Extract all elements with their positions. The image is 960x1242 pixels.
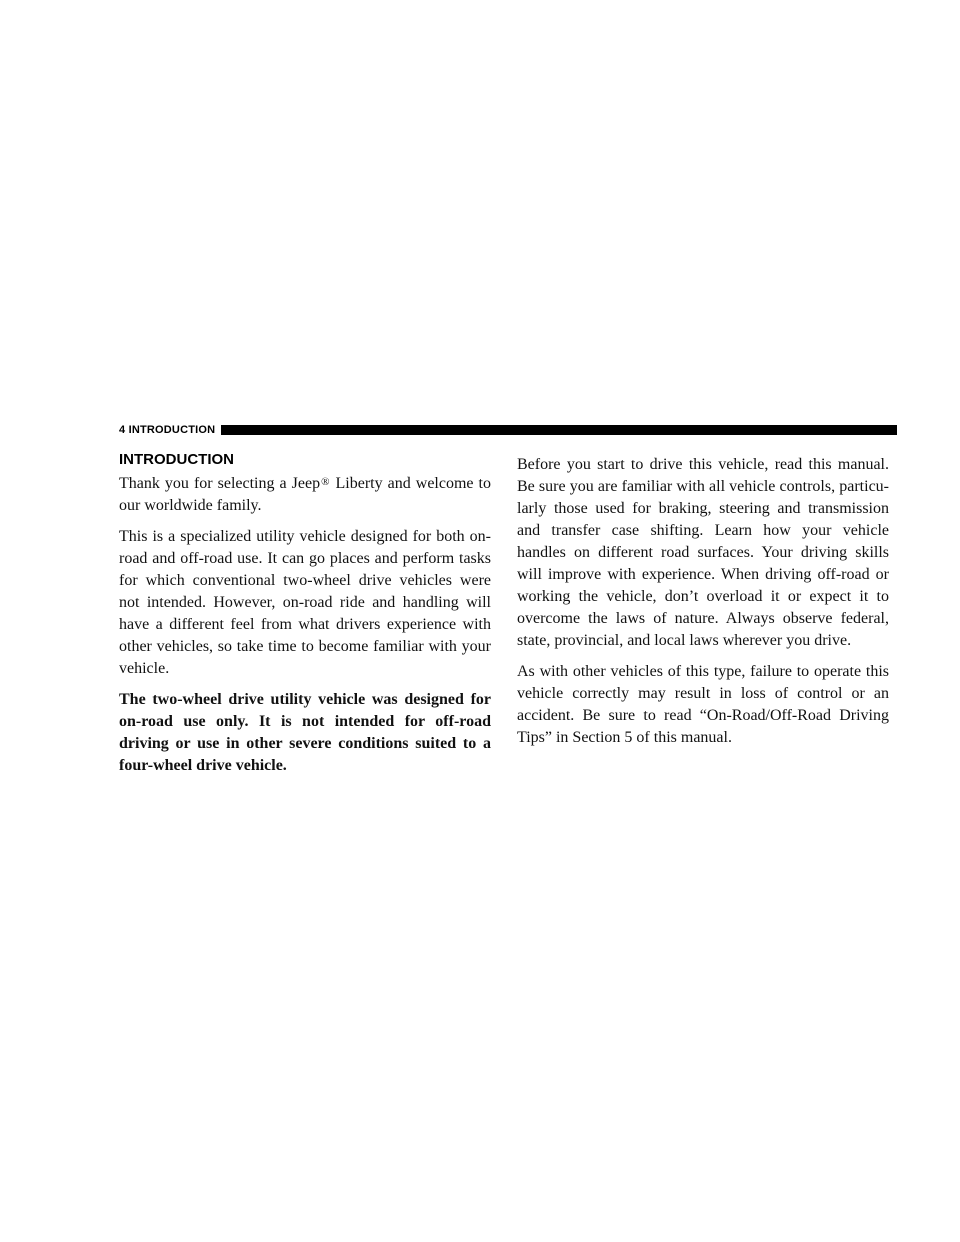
- vehicle-description-paragraph: This is a specialized utility vehicle designed for both on-road and off-road use. It can go places and perform tasks for which conventional two-wheel drive vehicles were not intended. However, on-road ride and handling will have a different feel from what drivers experience with other vehicles, so take time to become familiar with your vehicle.: [119, 528, 491, 677]
- two-wheel-drive-warning: The two-wheel drive utility vehicle was designed for on-road use only. It is not intended for off-road driving or use in other severe conditions suited to a four-wheel drive vehicle.: [119, 691, 491, 774]
- header-rule: [221, 425, 897, 435]
- left-column: [119, 451, 491, 786]
- page-number-and-section: 4 INTRODUCTION: [119, 424, 216, 436]
- operation-warning-paragraph: As with other vehicles of this type, failure to operate this vehicle correctly may result in loss of control or an accident. Be sure to read “On-Road/Off-Road Driving Tips” in Section 5 of this manual.: [517, 663, 889, 746]
- before-driving-paragraph: Before you start to drive this vehicle, read this manual. Be sure you are familiar with all vehicle controls, particu-larly those used for braking, steering and transmission and transfer case shifting. Learn how your vehicle handles on different road surfaces. Your driving skills will improve with experience. When driving off-road or working the vehicle, don’t overload it or expect it to overcome the laws of nature. Always observe federal, state, provincial, and local laws wherever you drive.: [517, 456, 889, 649]
- registered-mark: ®: [321, 476, 330, 488]
- welcome-paragraph: [119, 471, 491, 517]
- page-header: [119, 423, 897, 437]
- section-title: INTRODUCTION: [119, 451, 234, 468]
- welcome-text-start: Thank you for selecting a Jeep: [119, 475, 321, 492]
- right-column: [517, 454, 889, 758]
- welcome-text-end: Liberty and welcome to our worldwide family.: [119, 475, 491, 514]
